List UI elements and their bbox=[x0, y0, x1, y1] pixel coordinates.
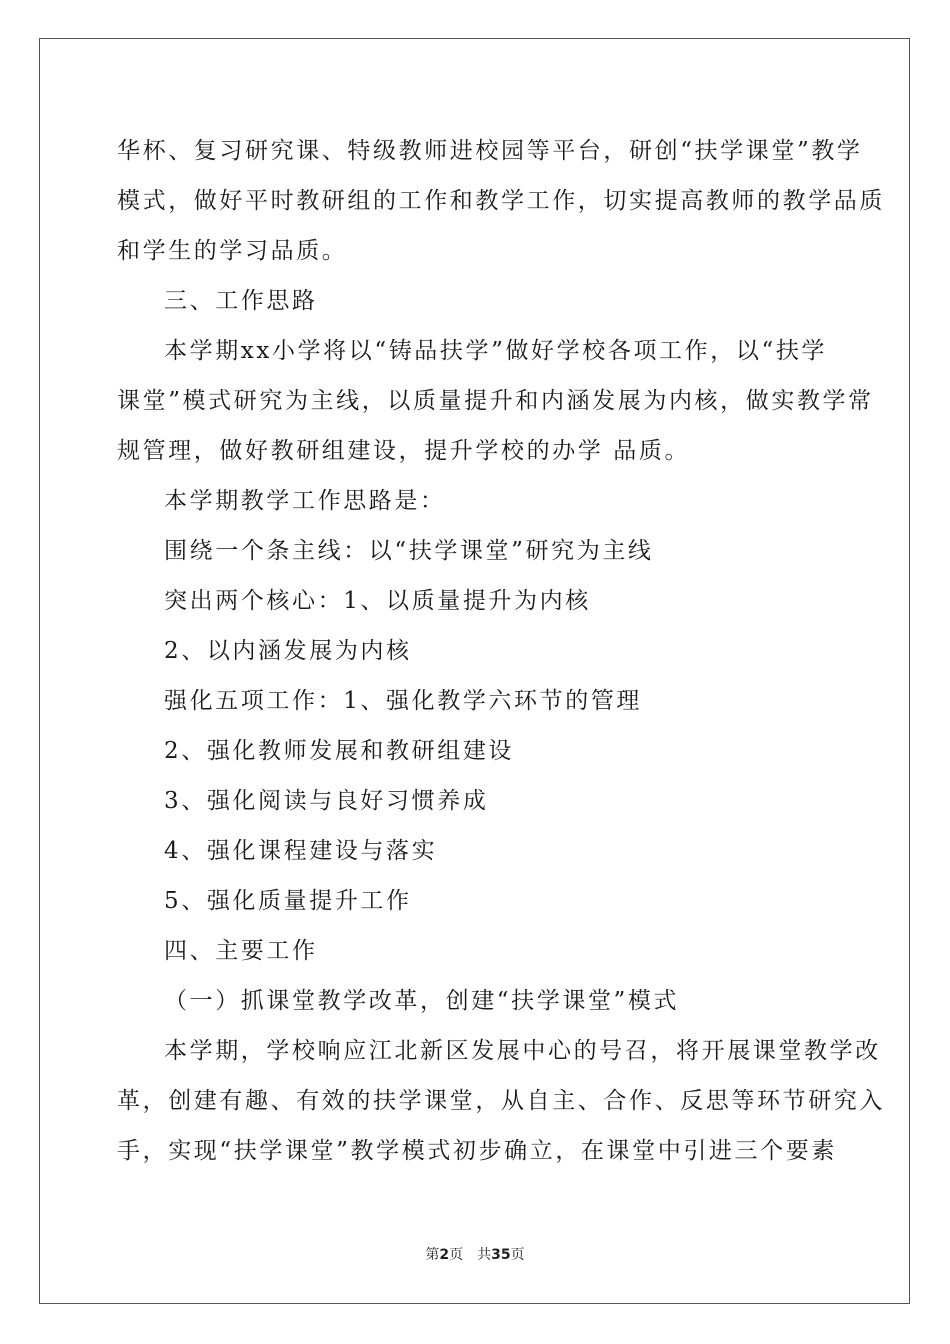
text-line: 5、强化质量提升工作 bbox=[164, 888, 412, 914]
text-line: 本学期，学校响应江北新区发展中心的号召，将开展课堂教学改 bbox=[164, 1038, 881, 1064]
text-line: 强化五项工作：1、强化教学六环节的管理 bbox=[164, 688, 643, 714]
footer-page-suffix: 页 bbox=[449, 1247, 464, 1263]
footer-page-prefix: 第 bbox=[425, 1247, 440, 1263]
text-line: 四、主要工作 bbox=[164, 938, 318, 964]
footer-total-pages: 35 bbox=[491, 1247, 511, 1263]
text-line: 模式，做好平时教研组的工作和教学工作，切实提高教师的教学品质 bbox=[117, 188, 885, 214]
footer-page-number: 2 bbox=[439, 1247, 450, 1263]
text-line: 2、强化教师发展和教研组建设 bbox=[164, 738, 515, 764]
footer-total-prefix: 共 bbox=[477, 1247, 492, 1263]
footer-total-suffix: 页 bbox=[510, 1247, 525, 1263]
text-line: 手，实现“扶学课堂”教学模式初步确立，在课堂中引进三个要素 bbox=[117, 1138, 837, 1164]
text-line: 3、强化阅读与良好习惯养成 bbox=[164, 788, 489, 814]
text-line: 和学生的学习品质。 bbox=[117, 238, 348, 264]
document-body bbox=[117, 126, 885, 1176]
text-line: （一）抓课堂教学改革，创建“扶学课堂”模式 bbox=[164, 988, 680, 1014]
text-line: 突出两个核心：1、以质量提升为内核 bbox=[164, 588, 591, 614]
page-footer bbox=[0, 1244, 950, 1264]
text-line: 课堂”模式研究为主线，以质量提升和内涵发展为内核，做实教学常 bbox=[117, 388, 874, 414]
text-line: 规管理，做好教研组建设，提升学校的办学 品质。 bbox=[117, 438, 691, 464]
text-line: 4、强化课程建设与落实 bbox=[164, 838, 438, 864]
text-line: 本学期xx小学将以“铸品扶学”做好学校各项工作，以“扶学 bbox=[164, 338, 828, 364]
text-line: 围绕一个条主线：以“扶学课堂”研究为主线 bbox=[164, 538, 654, 564]
text-line: 三、工作思路 bbox=[164, 288, 318, 314]
text-line: 华杯、复习研究课、特级教师进校园等平台，研创“扶学课堂”教学 bbox=[117, 138, 863, 164]
text-line: 本学期教学工作思路是： bbox=[164, 488, 446, 514]
text-line: 革，创建有趣、有效的扶学课堂，从自主、合作、反思等环节研究入 bbox=[117, 1088, 885, 1114]
text-line: 2、以内涵发展为内核 bbox=[164, 638, 412, 664]
